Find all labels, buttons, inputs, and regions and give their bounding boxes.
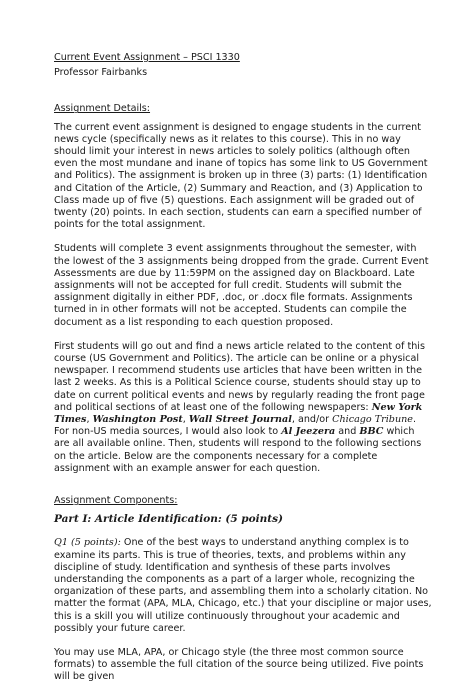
details-paragraph-1: The current event assignment is designed to engage students in the current news cycle (specifically news as it relates to this course). This in no way should limit your interest in news articles to solely politics (although often even the most mundane and inane of topics has some link to US Government and Politics). The assignment is broken up in three (3) parts: (1) Identification and Citation of the Article, (2) Summary and Reaction, and (3) Application to Class made up of five (5) questions. Each assignment will be graded out of twenty (20) points. In each section, students can earn a specified number of points for the total assignment.: [54, 121, 428, 231]
details-heading: Assignment Details:: [54, 103, 151, 115]
sep-2: ,: [182, 414, 189, 426]
document-title: Current Event Assignment – PSCI 1330: [54, 52, 240, 63]
newspaper-wsj: Wall Street Journal: [188, 414, 292, 426]
professor-name: Professor Fairbanks: [54, 67, 148, 79]
source-bbc: BBC: [359, 426, 384, 438]
components-heading: Assignment Components:: [54, 495, 178, 507]
p3-text-a: First students will go out and find a news article related to the content of this course (US Government and Politics). The article can be online or a physical newspaper. I recommend students use articles that have been written in the last 2 weeks. As this is a Political Science course, students should stay up to date on current political events and news by regularly reading the front page and political sections of at least one of the following newspapers:: [54, 340, 425, 413]
sep-1: ,: [86, 414, 93, 426]
source-aljeezera: Al Jeezera: [281, 426, 336, 438]
question-1-paragraph: [54, 537, 432, 635]
details-paragraph-2: Students will complete 3 event assignments throughout the semester, with the lowest of the 3 assignments being dropped from the grade. Current Event Assessments are due by 11:59PM on the assigned day on Blackboard. Late assignments will not be accepted for full credit. Students will submit the assignment digitally in either PDF, .doc, or .docx file formats. Assignments turned in in other formats will not be accepted. Students can compile the document as a list responding to each question proposed.: [54, 243, 429, 328]
p3-text-c: which are all available online. Then, students will respond to the following sections on the article. Below are the components necessary for a complete assignment with an example answer for each question.: [54, 426, 422, 474]
sep-4: and: [335, 426, 360, 438]
p3-text-b: . For non-US media sources, I would also look to: [54, 414, 417, 438]
question-1-text: One of the best ways to understand anything complex is to examine its parts. This is true of theories, texts, and problems within any discipline of study. Identification and synthesis of these parts involves understanding the components as a part of a larger whole, recognizing the organization of these parts, and assembling them into a scholarly citation. No matter the format (APA, MLA, Chicago, etc.) that your discipline or major uses, this is a skill you will utilize continuously throughout your academic and possibly your future career.: [54, 537, 432, 634]
sep-3: , and/or: [291, 414, 333, 426]
newspaper-tribune: Chicago Tribune: [332, 414, 413, 426]
details-paragraph-3: [54, 341, 432, 475]
newspaper-wapo: Washington Post: [92, 414, 183, 426]
newspaper-nyt: New York Times: [54, 401, 423, 426]
citation-paragraph: You may use MLA, APA, or Chicago style (the three most common source formats) to assemble the full citation of the source being utilized. Five points will be given: [54, 646, 424, 683]
question-1-label: Q1 (5 points):: [54, 537, 121, 549]
part-1-heading: Part I: Article Identification: (5 points): [54, 513, 284, 526]
